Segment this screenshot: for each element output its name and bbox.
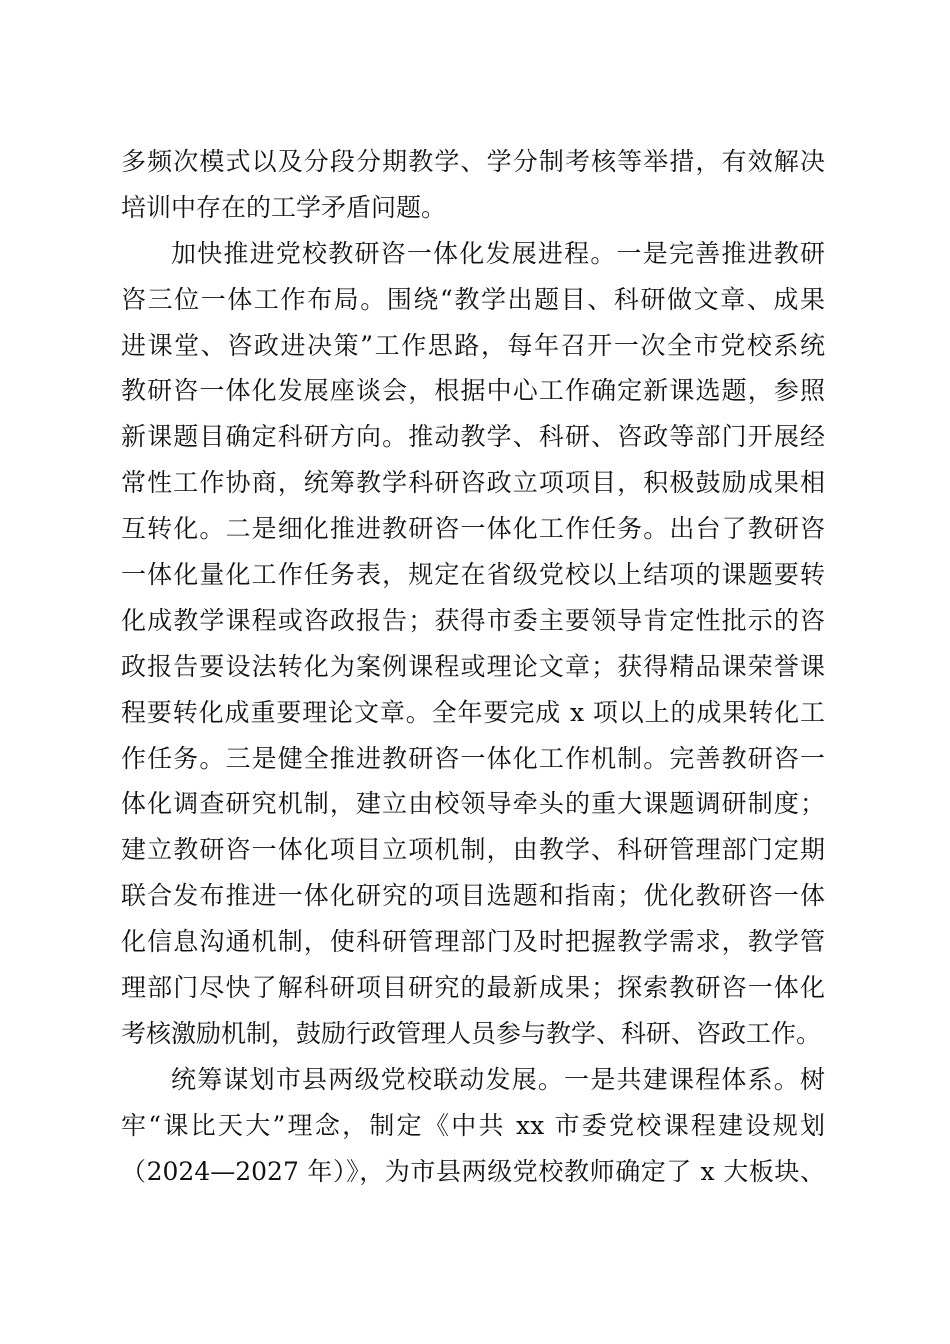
- text-line: 多频次模式以及分段分期教学、学分制考核等举措，有效解决: [121, 147, 825, 176]
- text-line: 体化调查研究机制，建立由校领导牵头的重大课题调研制度；: [121, 789, 825, 819]
- text-line: 新课题目确定科研方向。推动教学、科研、咨政等部门开展经: [121, 422, 825, 452]
- text-line: 加快推进党校教研咨一体化发展进程。一是完善推进教研: [171, 238, 825, 268]
- text-line: 建立教研咨一体化项目立项机制，由教学、科研管理部门定期: [121, 835, 825, 865]
- text-line: 理部门尽快了解科研项目研究的最新成果；探索教研咨一体化: [121, 973, 825, 1003]
- text-line: 联合发布推进一体化研究的项目选题和指南；优化教研咨一体: [121, 881, 825, 911]
- text-line: 进课堂、咨政进决策”工作思路，每年召开一次全市党校系统: [121, 330, 825, 360]
- text-line: 培训中存在的工学矛盾问题。: [121, 192, 447, 222]
- text-line: 一体化量化工作任务表，规定在省级党校以上结项的课题要转: [121, 560, 825, 590]
- text-line: 化成教学课程或咨政报告；获得市委主要领导肯定性批示的咨: [121, 605, 825, 635]
- text-line: 牢“课比天大”理念，制定《中共 xx 市委党校课程建设规划: [121, 1110, 825, 1140]
- text-line: 常性工作协商，统筹教学科研咨政立项项目，积极鼓励成果相: [121, 468, 825, 498]
- text-line: （2024—2027 年）》，为市县两级党校教师确定了 x 大板块、: [121, 1156, 825, 1186]
- text-line: 考核激励机制，鼓励行政管理人员参与教学、科研、咨政工作。: [121, 1018, 822, 1048]
- text-line: 互转化。二是细化推进教研咨一体化工作任务。出台了教研咨: [121, 514, 825, 544]
- document-body: [121, 139, 825, 1194]
- text-line: 咨三位一体工作布局。围绕“教学出题目、科研做文章、成果: [121, 284, 825, 314]
- text-line: 政报告要设法转化为案例课程或理论文章；获得精品课荣誉课: [121, 651, 825, 681]
- text-line: 教研咨一体化发展座谈会，根据中心工作确定新课选题，参照: [121, 376, 825, 406]
- text-line: 化信息沟通机制，使科研管理部门及时把握教学需求，教学管: [121, 927, 825, 957]
- text-line: 统筹谋划市县两级党校联动发展。一是共建课程体系。树: [171, 1064, 825, 1094]
- text-line: 作任务。三是健全推进教研咨一体化工作机制。完善教研咨一: [121, 743, 825, 773]
- text-line: 程要转化成重要理论文章。全年要完成 x 项以上的成果转化工: [121, 697, 825, 727]
